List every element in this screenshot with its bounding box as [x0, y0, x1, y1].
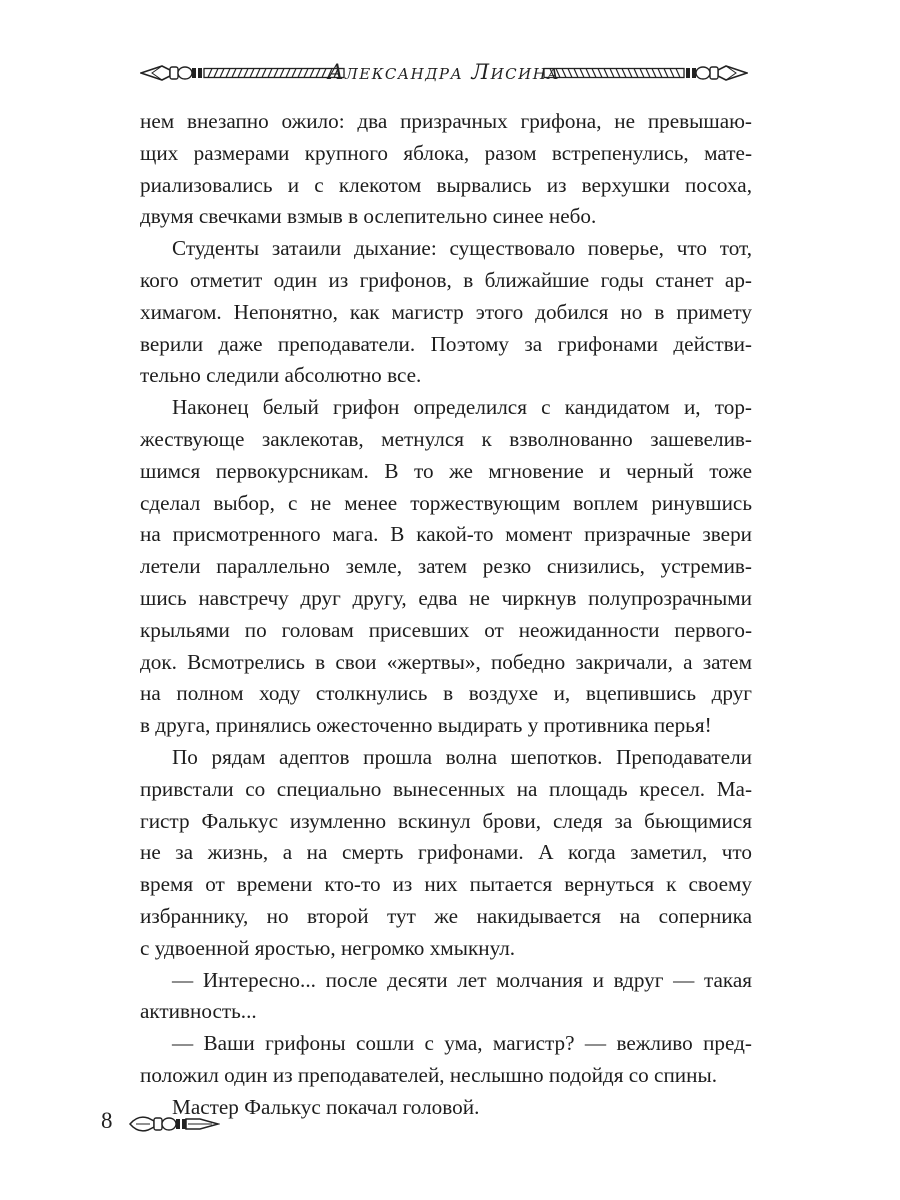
text-line: риализовались и с клекотом вырвались из верхушки посоха,: [140, 172, 752, 197]
text-line: шись навстречу друг другу, едва не чиркнув полупрозрачными: [140, 585, 752, 610]
text-line: активность...: [140, 999, 257, 1024]
text-line: летели параллельно земле, затем резко снизились, устремив-: [140, 554, 752, 579]
text-line: тельно следили абсолютно все.: [140, 363, 422, 388]
spear-rope-ornament-icon: [543, 56, 748, 90]
text-line: избраннику, но второй тут же накидывается на соперника: [140, 903, 752, 928]
text-line: на присмотренного мага. В какой-то момент призрачные звери: [140, 522, 752, 547]
text-line: — Интересно... после десяти лет молчания и вдруг — такая: [172, 967, 752, 992]
spear-rope-ornament-icon: [140, 56, 345, 90]
text-line: время от времени кто-то из них пытается вернуться к своему: [140, 872, 752, 897]
text-line: Мастер Фалькус покачал головой.: [172, 1094, 480, 1119]
text-line: Наконец белый грифон определился с кандидатом и, тор-: [172, 395, 752, 420]
text-line: жествующе заклекотав, метнулся к взволнованно зашевелив-: [140, 426, 752, 451]
text-line: шимся первокурсникам. В то же мгновение и черный тоже: [140, 458, 752, 483]
text-line: в друга, принялись ожесточенно выдирать у противника перья!: [140, 713, 712, 738]
text-line: Студенты затаили дыхание: существовало поверье, что тот,: [172, 236, 752, 261]
page-number: 8: [101, 1108, 113, 1133]
text-line: щих размерами крупного яблока, разом встрепенулись, мате-: [140, 140, 752, 165]
text-line: положил один из преподавателей, неслышно подойдя со спины.: [140, 1062, 718, 1087]
text-line: док. Всмотрелись в свои «жертвы», победно закричали, а затем: [140, 649, 752, 674]
text-line: двумя свечками взмыв в ослепительно синее небо.: [140, 204, 597, 229]
text-line: не за жизнь, а на смерть грифонами. А когда заметил, что: [140, 840, 752, 865]
text-line: с удвоенной яростью, негромко хмыкнул.: [140, 935, 516, 960]
text-line: кого отметит один из грифонов, в ближайшие годы станет ар-: [140, 267, 752, 292]
text-line: — Ваши грифоны сошли с ума, магистр? — вежливо пред-: [172, 1031, 752, 1056]
text-line: нем внезапно ожило: два призрачных грифона, не превышаю-: [140, 109, 752, 133]
author-name: Александра Лисина: [327, 60, 561, 84]
text-line: привстали со специально вынесенных на площадь кресел. Ма-: [140, 776, 752, 801]
running-header: [140, 56, 748, 90]
text-line: химагом. Непонятно, как магистр этого добился но в примету: [140, 299, 752, 324]
text-line: на полном ходу столкнулись в воздухе и, вцепившись друг: [140, 681, 752, 706]
spear-tip-ornament-icon: [128, 1108, 220, 1140]
text-line: крыльями по головам присевших от неожиданности первого-: [140, 617, 752, 642]
text-line: По рядам адептов прошла волна шепотков. Преподаватели: [172, 744, 752, 769]
text-line: сделал выбор, с не менее торжествующим воплем ринувшись: [140, 490, 752, 515]
text-line: гистр Фалькус изумленно вскинул брови, следя за бьющимися: [140, 808, 752, 833]
text-line: верили даже преподаватели. Поэтому за грифонами действи-: [140, 331, 752, 356]
body-text: [140, 106, 752, 1124]
